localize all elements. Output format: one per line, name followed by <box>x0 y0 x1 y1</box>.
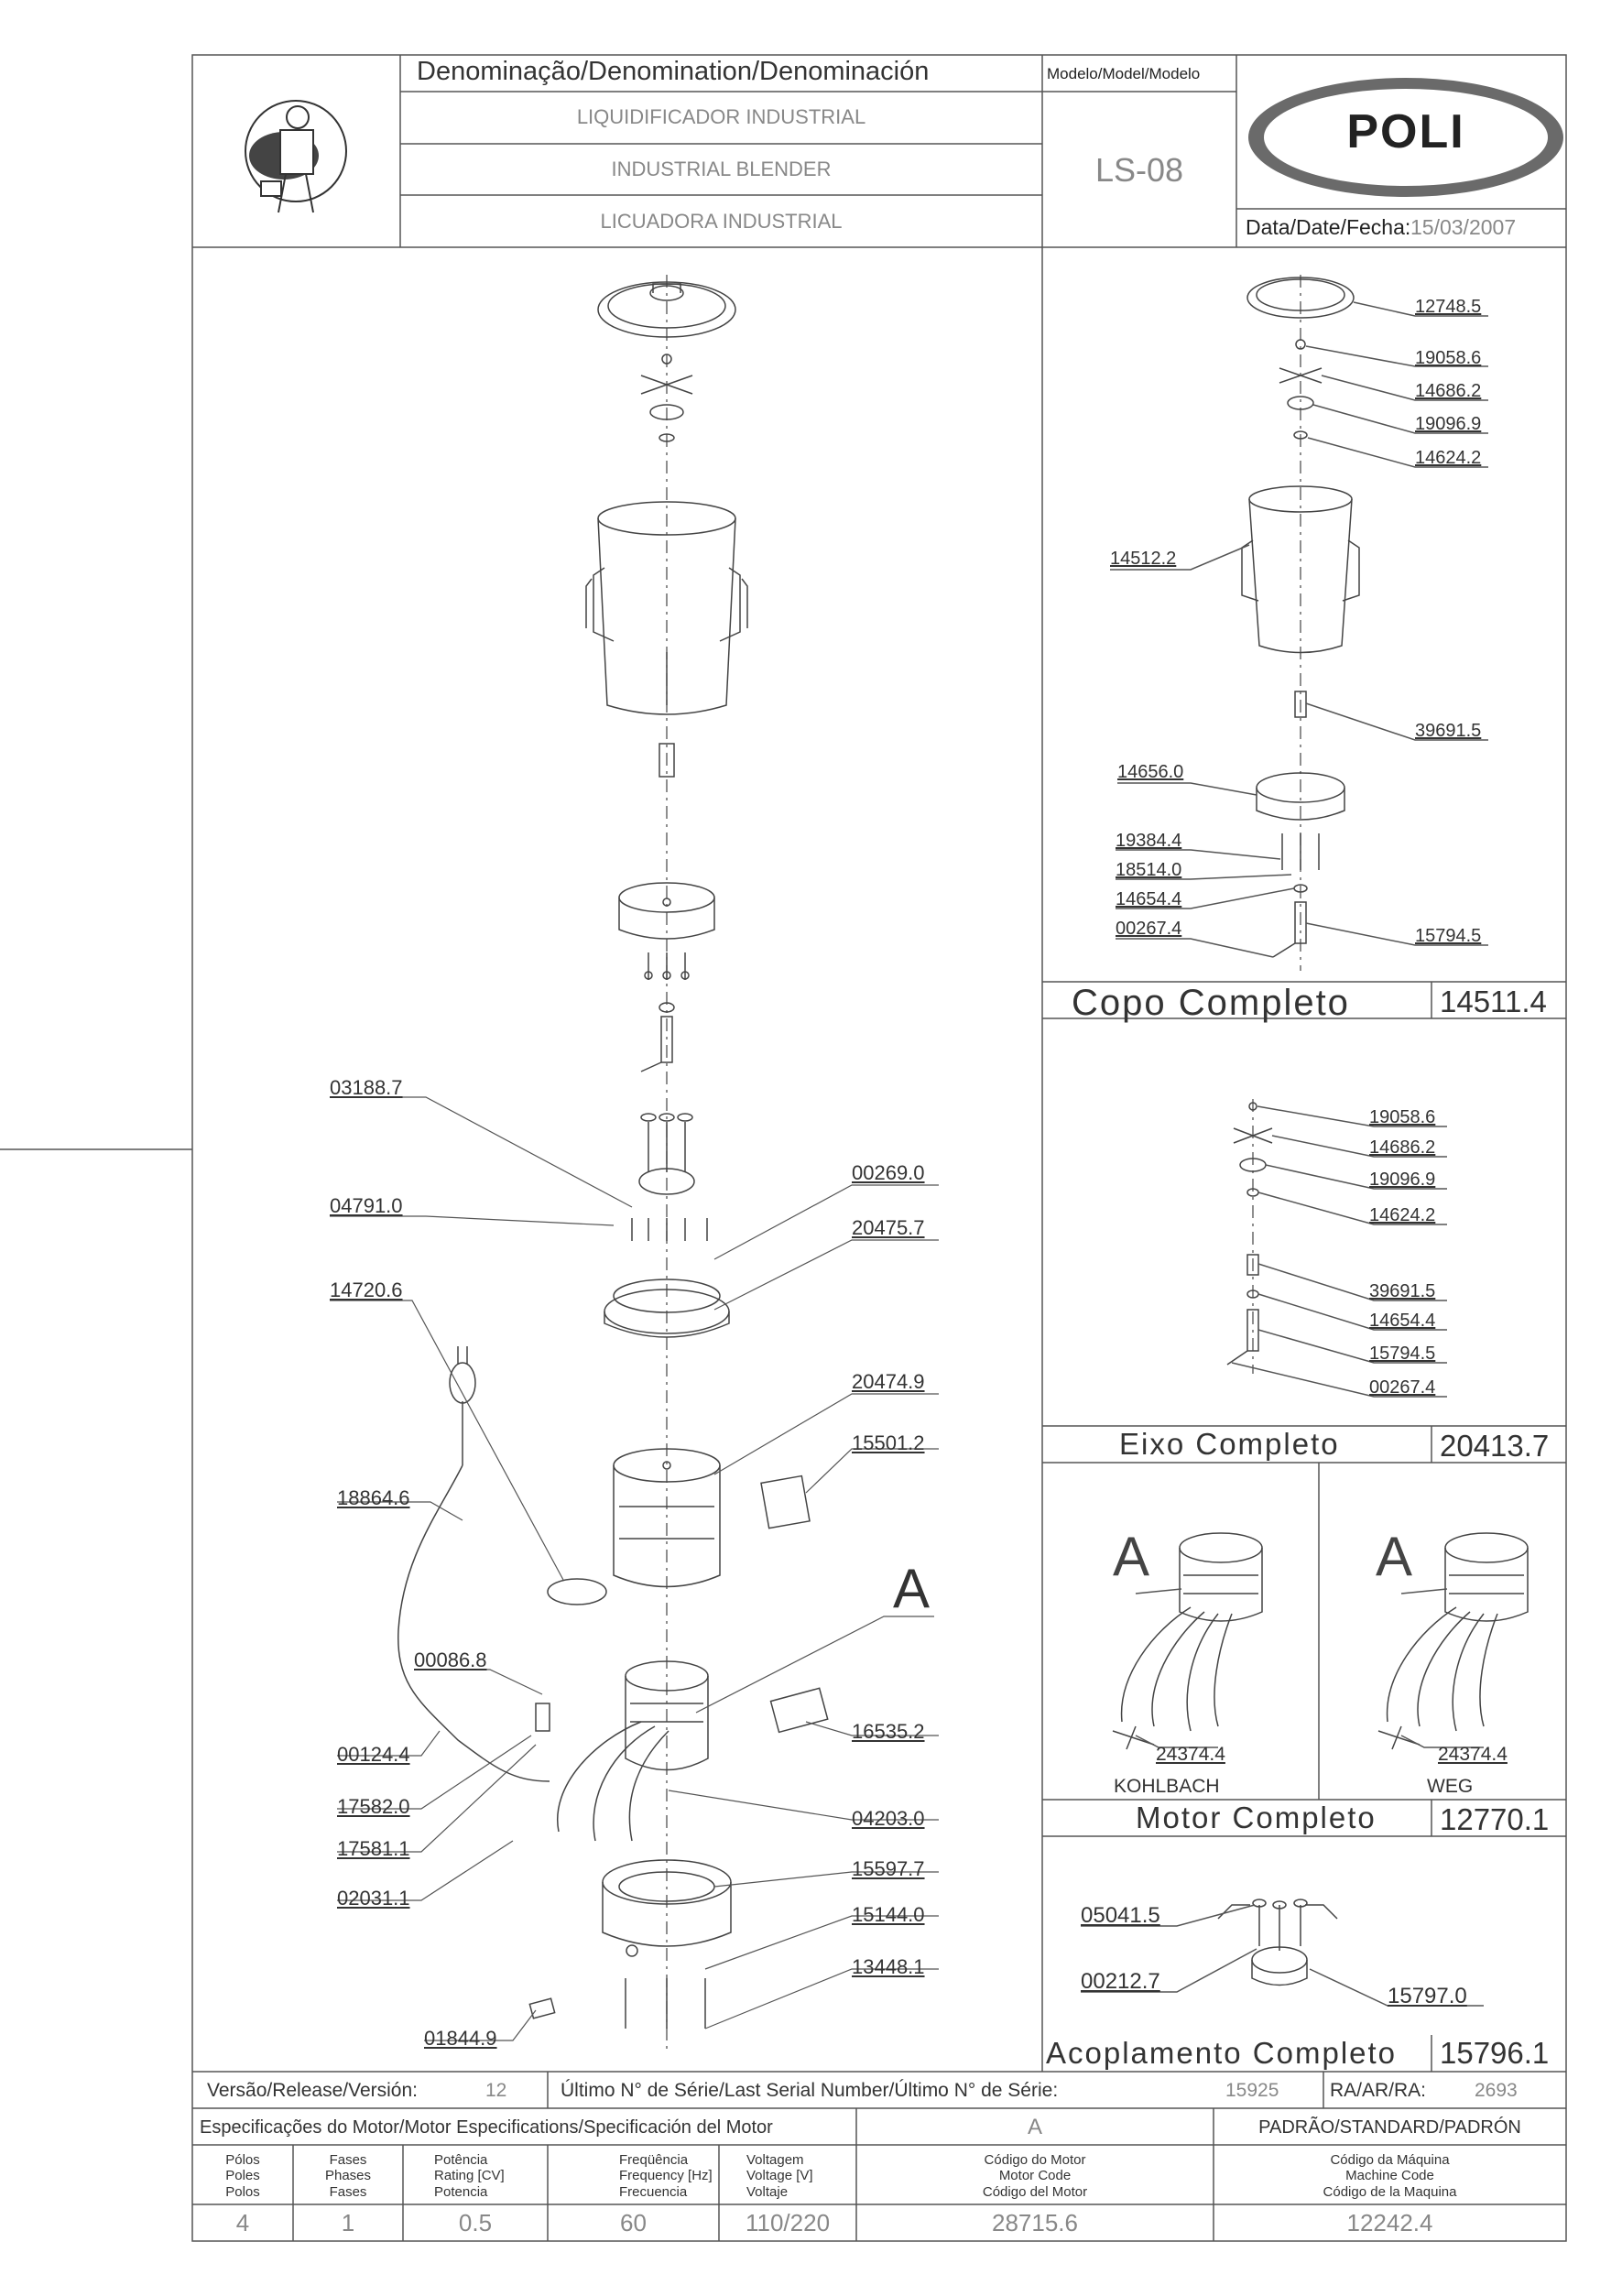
name-en <box>400 159 1042 180</box>
value-voltage: 110/220 <box>745 2209 831 2236</box>
col-fases: Fases Phases Fases <box>324 2152 372 2200</box>
name-pt-text: LIQUIDIFICADOR INDUSTRIAL <box>576 105 866 128</box>
eixo-part-label: 19058.6 <box>1369 1107 1436 1127</box>
model-value: LS-08 <box>1094 151 1184 189</box>
part-label: 15501.2 <box>852 1431 925 1454</box>
copo-part-label: 15794.5 <box>1415 926 1482 946</box>
part-label: 02031.1 <box>337 1887 410 1910</box>
part-label: 17581.1 <box>337 1837 410 1860</box>
assistance-badge-icon <box>245 101 346 212</box>
value-polos: 4 <box>235 2209 250 2236</box>
motor-right-code: 24374.4 <box>1438 1744 1508 1765</box>
date-value: 15/03/2007 <box>1410 215 1517 239</box>
eixo-part-label: 14624.2 <box>1369 1205 1436 1225</box>
copo-part-label: 14656.0 <box>1117 762 1184 782</box>
part-label: 18864.6 <box>337 1486 410 1509</box>
part-label: 04203.0 <box>852 1807 925 1830</box>
col-polos: Pólos Poles Polos <box>225 2152 260 2200</box>
motor-left-letter: A <box>1113 1526 1150 1587</box>
copo-part-label: 14686.2 <box>1415 381 1482 401</box>
copo-part-label: 18514.0 <box>1116 860 1182 880</box>
copo-part-label: 14654.4 <box>1116 889 1182 909</box>
copo-part-label: 19096.9 <box>1415 414 1482 434</box>
version-label: Versão/Release/Versión: <box>207 2080 418 2101</box>
eixo-part-label: 14654.4 <box>1369 1311 1436 1331</box>
standard-label: PADRÃO/STANDARD/PADRÓN <box>1258 2117 1521 2138</box>
name-pt <box>400 107 1042 127</box>
motor-left-code: 24374.4 <box>1156 1744 1225 1765</box>
part-label: 15144.0 <box>852 1903 925 1926</box>
copo-code: 14511.4 <box>1440 985 1547 1018</box>
part-label: 13448.1 <box>852 1955 925 1978</box>
section-a-marker: A <box>893 1558 931 1619</box>
eixo-part-label: 39691.5 <box>1369 1281 1436 1301</box>
part-label: 20475.7 <box>852 1216 925 1239</box>
part-label: 14720.6 <box>330 1279 403 1301</box>
denomination-title: Denominação/Denomination/Denominación <box>417 57 930 86</box>
part-label: 00124.4 <box>337 1743 410 1766</box>
motor-right-name: WEG <box>1427 1776 1474 1797</box>
col-voltage: Voltagem Voltage [V] Voltaje <box>746 2152 813 2200</box>
part-label: 01844.9 <box>424 2027 497 2050</box>
col-motor-code: Código do Motor Motor Code Código del Motor <box>982 2152 1088 2200</box>
motor-code: 12770.1 <box>1440 1802 1550 1836</box>
acoplamento-code: 15796.1 <box>1440 2036 1550 2070</box>
name-es-text: LICUADORA INDUSTRIAL <box>600 210 843 233</box>
version-value: 12 <box>485 2080 507 2101</box>
part-label: 20474.9 <box>852 1370 925 1393</box>
copo-part-label: 00267.4 <box>1116 919 1182 939</box>
part-label: 17582.0 <box>337 1795 410 1818</box>
acoplamento-part-label: 00212.7 <box>1081 1969 1160 1994</box>
acoplamento-title: Acoplamento Completo <box>1046 2036 1398 2070</box>
eixo-part-label: 14686.2 <box>1369 1137 1436 1158</box>
value-motor-code: 28715.6 <box>992 2209 1078 2236</box>
part-label: 16535.2 <box>852 1720 925 1743</box>
spec-title: Especificações do Motor/Motor Especifications/Specificación del Motor <box>200 2117 773 2138</box>
copo-part-label: 14624.2 <box>1415 448 1482 468</box>
eixo-code: 20413.7 <box>1440 1429 1550 1463</box>
eixo-title: Eixo Completo <box>1119 1427 1340 1461</box>
col-frequency: Freqüência Frequency [Hz] Frecuencia <box>619 2152 713 2200</box>
eixo-part-label: 19096.9 <box>1369 1170 1436 1190</box>
value-frequency: 60 <box>620 2209 647 2236</box>
serial-value: 15925 <box>1225 2080 1279 2101</box>
ra-label: RA/AR/RA: <box>1330 2080 1427 2101</box>
brand-logo-text: POLI <box>1346 105 1465 158</box>
copo-part-label: 19058.6 <box>1415 348 1482 368</box>
motor-left-name: KOHLBACH <box>1114 1776 1220 1797</box>
copo-title: Copo Completo <box>1072 983 1350 1023</box>
ra-value: 2693 <box>1475 2080 1518 2101</box>
eixo-part-label: 00267.4 <box>1369 1377 1436 1398</box>
main-leader-lines <box>330 1097 939 2040</box>
value-potencia: 0.5 <box>458 2209 493 2236</box>
name-en-text: INDUSTRIAL BLENDER <box>611 158 832 180</box>
value-machine-code: 12242.4 <box>1346 2209 1433 2236</box>
part-label: 00086.8 <box>414 1649 487 1671</box>
col-potencia: Potência Rating [CV] Potencia <box>434 2152 505 2200</box>
copo-part-label: 12748.5 <box>1415 297 1482 317</box>
part-label: 00269.0 <box>852 1161 925 1184</box>
model-title: Modelo/Model/Modelo <box>1047 65 1201 82</box>
eixo-part-label: 15794.5 <box>1369 1344 1436 1364</box>
copo-part-label: 39691.5 <box>1415 721 1482 741</box>
part-label: 15597.7 <box>852 1857 925 1880</box>
main-exploded-view <box>398 275 828 2051</box>
motor-title: Motor Completo <box>1136 1801 1377 1834</box>
date-label: Data/Date/Fecha: <box>1246 215 1411 239</box>
part-label: 03188.7 <box>330 1076 403 1099</box>
value-fases: 1 <box>341 2209 355 2236</box>
part-label: 04791.0 <box>330 1194 403 1217</box>
acoplamento-part-label: 05041.5 <box>1081 1903 1160 1928</box>
spec-letter: A <box>1027 2115 1042 2139</box>
copo-part-label: 19384.4 <box>1116 831 1182 851</box>
copo-part-label: 14512.2 <box>1110 549 1177 569</box>
acoplamento-part-label: 15797.0 <box>1388 1984 1467 2008</box>
serial-label: Último N° de Série/Last Serial Number/Último N° de Série: <box>561 2080 1059 2101</box>
name-es <box>400 212 1042 232</box>
col-machine-code: Código da Máquina Machine Code Código de la Maquina <box>1323 2152 1457 2200</box>
motor-right-letter: A <box>1376 1526 1413 1587</box>
